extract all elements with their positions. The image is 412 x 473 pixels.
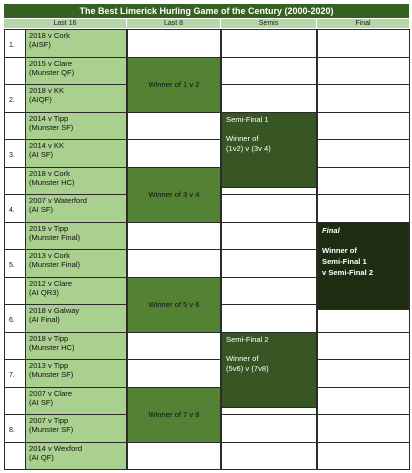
empty-cell [317, 194, 410, 223]
empty-cell [221, 442, 317, 471]
empty-cell [317, 57, 410, 86]
empty-cell [221, 304, 317, 333]
empty-cell [317, 442, 410, 471]
semi-final-cell [221, 332, 317, 409]
empty-cell [221, 277, 317, 306]
empty-cell [4, 249, 26, 278]
empty-cell [127, 332, 221, 361]
empty-cell [127, 112, 221, 141]
empty-cell [4, 442, 26, 471]
last16-game-cell [25, 387, 127, 416]
match-number: 6. [9, 317, 15, 324]
empty-cell [317, 387, 410, 416]
game-competition: (Munster HC) [29, 342, 75, 352]
semi-final-line2: (5v6) v (7v8) [226, 363, 269, 373]
game-title: 2013 v Tipp [29, 361, 69, 370]
empty-cell [4, 112, 26, 141]
game-title: 2013 v Cork [29, 251, 70, 260]
empty-cell [4, 194, 26, 223]
game-competition: (Munster HC) [29, 177, 75, 187]
header-final: Final [317, 19, 409, 28]
match-number: 2. [9, 97, 15, 104]
last8-label: Winner of 5 v 6 [148, 300, 200, 309]
game-title: 2015 v Clare [29, 58, 73, 68]
game-title: 2007 v Tipp [29, 416, 69, 425]
last8-label: Winner of 3 v 4 [148, 190, 200, 199]
empty-cell [317, 112, 410, 141]
last16-game-cell [25, 84, 127, 113]
game-competition: (Munster Final) [29, 260, 81, 270]
empty-cell [127, 222, 221, 251]
empty-cell [4, 414, 26, 443]
game-competition: (Munster SF) [29, 425, 74, 435]
empty-cell [221, 57, 317, 86]
game-competition: (Munster Final) [29, 232, 81, 242]
semi-final-label: Semi-Final 1 [226, 114, 269, 124]
game-competition: (AI SF) [29, 397, 54, 407]
empty-cell [4, 332, 26, 361]
spacer [226, 345, 312, 354]
match-number: 4. [9, 207, 15, 214]
game-title: 2012 v Clare [29, 278, 73, 288]
semi-final-cell [221, 112, 317, 189]
game-competition: (AIQF) [29, 95, 52, 105]
last8-winner-cell [127, 277, 221, 333]
empty-cell [4, 29, 26, 58]
semi-final-line1: Winner of [226, 133, 259, 143]
game-competition: (AI QF) [29, 452, 54, 462]
last8-winner-cell [127, 57, 221, 113]
last16-game-cell [25, 112, 127, 141]
empty-cell [127, 249, 221, 278]
spacer [226, 125, 312, 134]
last16-game-cell [25, 194, 127, 223]
semi-final-label: Semi-Final 2 [226, 334, 269, 344]
empty-cell [221, 222, 317, 251]
last8-label: Winner of 7 v 8 [148, 410, 200, 419]
last16-game-cell [25, 167, 127, 196]
empty-cell [4, 387, 26, 416]
empty-cell [127, 139, 221, 168]
semi-final-line1: Winner of [226, 353, 259, 363]
empty-cell [4, 277, 26, 306]
game-title: 2018 v Cork [29, 31, 70, 40]
game-title: 2018 v KK [29, 86, 65, 95]
empty-cell [4, 139, 26, 168]
empty-cell [127, 29, 221, 58]
last16-game-cell [25, 304, 127, 333]
last16-game-cell [25, 57, 127, 86]
game-title: 2014 v Wexford [29, 443, 83, 453]
empty-cell [317, 167, 410, 196]
match-number: 3. [9, 152, 15, 159]
empty-cell [317, 332, 410, 361]
empty-cell [4, 222, 26, 251]
empty-cell [221, 249, 317, 278]
empty-cell [221, 194, 317, 223]
bracket-title: The Best Limerick Hurling Game of the Century (2000-2020) [4, 4, 409, 18]
header-last-8: Last 8 [127, 19, 220, 28]
empty-cell [221, 414, 317, 443]
game-competition: (Munster QF) [29, 67, 75, 77]
empty-cell [317, 414, 410, 443]
last16-game-cell [25, 139, 127, 168]
last16-game-cell [25, 29, 127, 58]
game-competition: (AISF) [29, 40, 51, 50]
game-title: 2019 v Tipp [29, 223, 69, 233]
game-title: 2014 v KK [29, 141, 65, 150]
game-title: 2018 v Tipp [29, 333, 69, 343]
game-competition: (Munster SF) [29, 122, 74, 132]
spacer [322, 236, 404, 245]
game-competition: (AI SF) [29, 150, 54, 160]
final-line1: Winner of [322, 245, 357, 255]
final-line2: Semi-Final 1 [322, 256, 367, 266]
empty-cell [4, 167, 26, 196]
header-last-16: Last 16 [4, 19, 126, 28]
last16-game-cell [25, 359, 127, 388]
game-title: 2018 v Cork [29, 168, 70, 178]
final-cell [317, 222, 409, 311]
empty-cell [317, 359, 410, 388]
semi-final-line2: (1v2) v (3v 4) [226, 143, 271, 153]
empty-cell [221, 84, 317, 113]
last8-winner-cell [127, 167, 221, 223]
last16-game-cell [25, 332, 127, 361]
game-title: 2014 v Tipp [29, 113, 69, 123]
last8-label: Winner of 1 v 2 [148, 80, 200, 89]
match-number: 5. [9, 262, 15, 269]
bracket-sheet [4, 4, 409, 469]
final-label: Final [322, 225, 340, 235]
game-title: 2007 v Waterford [29, 196, 87, 205]
last16-game-cell [25, 442, 127, 471]
game-title: 2018 v Galway [29, 306, 80, 315]
game-competition: (AI QR3) [29, 287, 59, 297]
match-number: 8. [9, 427, 15, 434]
empty-cell [4, 84, 26, 113]
game-competition: (AI SF) [29, 205, 54, 215]
game-title: 2007 v Clare [29, 388, 73, 398]
last16-game-cell [25, 222, 127, 251]
empty-cell [4, 304, 26, 333]
empty-cell [317, 139, 410, 168]
empty-cell [127, 359, 221, 388]
last8-winner-cell [127, 387, 221, 443]
empty-cell [317, 84, 410, 113]
last16-game-cell [25, 414, 127, 443]
empty-cell [317, 29, 410, 58]
final-line3: v Semi-Final 2 [322, 267, 374, 277]
empty-cell [127, 442, 221, 471]
header-semis: Semis [221, 19, 316, 28]
game-competition: (AI Final) [29, 315, 60, 325]
last16-game-cell [25, 249, 127, 278]
last16-game-cell [25, 277, 127, 306]
match-number: 1. [9, 42, 15, 49]
empty-cell [4, 57, 26, 86]
empty-cell [221, 29, 317, 58]
empty-cell [4, 359, 26, 388]
match-number: 7. [9, 372, 15, 379]
game-competition: (Munster SF) [29, 370, 74, 380]
